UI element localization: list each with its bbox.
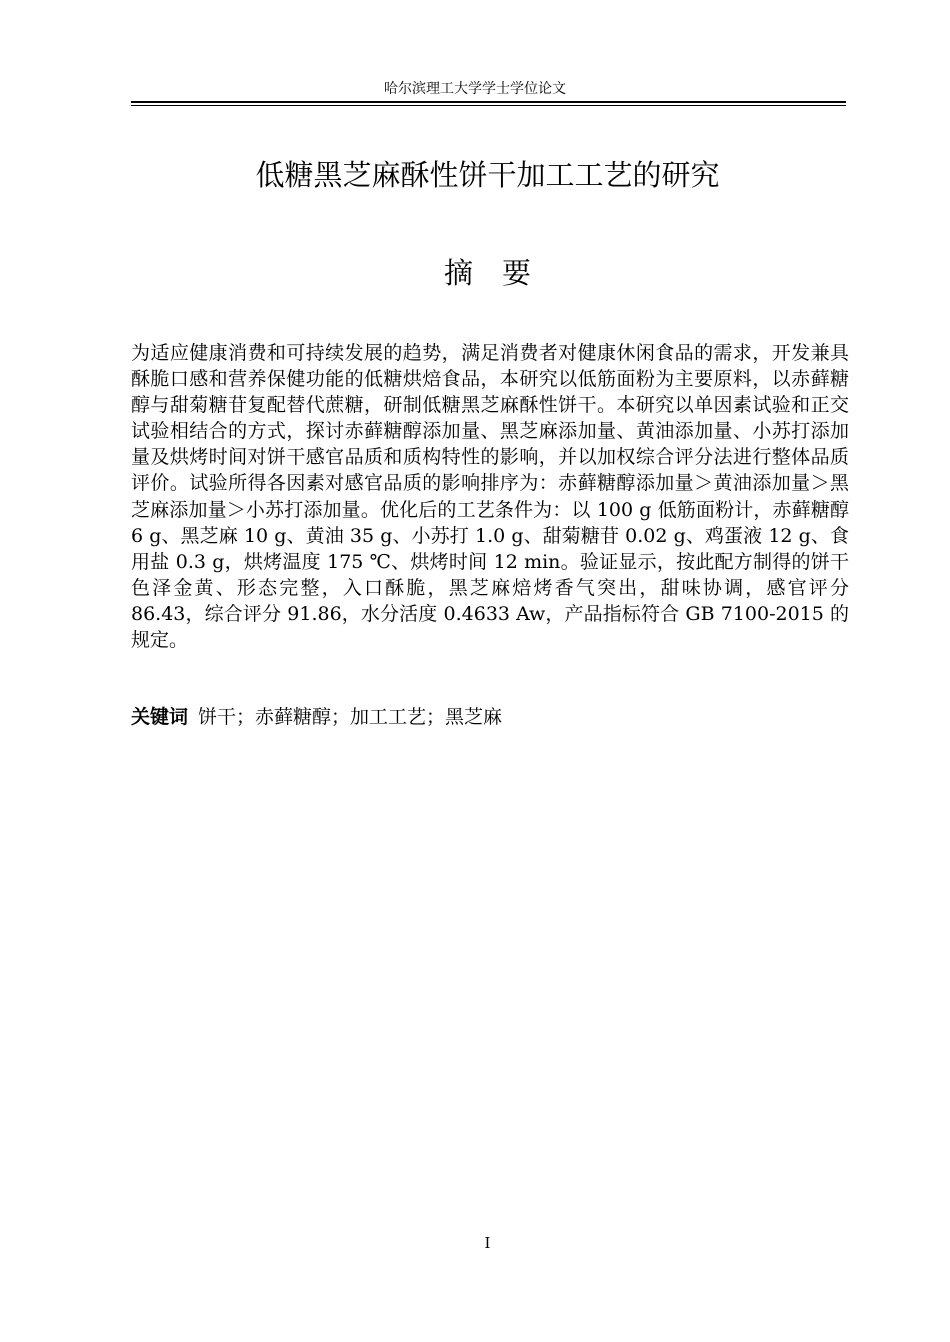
page-number: I: [484, 1234, 491, 1252]
keywords-label: 关键词: [131, 706, 189, 728]
paper-title: 低糖黑芝麻酥性饼干加工工艺的研究: [255, 158, 720, 192]
keywords-line: [131, 704, 849, 730]
abstract-body: 为适应健康消费和可持续发展的趋势，满足消费者对健康休闲食品的需求，开发兼具酥脆口感和营养保健功能的低糖烘焙食品，本研究以低筋面粉为主要原料，以赤藓糖醇与甜菊糖苷复配替代蔗糖，研制低糖黑芝麻酥性饼干。本研究以单因素试验和正交试验相结合的方式，探讨赤藓糖醇添加量、黑芝麻添加量、黄油添加量、小苏打添加量及烘烤时间对饼干感官品质和质构特性的影响，并以加权综合评分法进行整体品质评价。试验所得各因素对感官品质的影响排序为：赤藓糖醇添加量＞黄油添加量＞黑芝麻添加量＞小苏打添加量。优化后的工艺条件为：以 100 g 低筋面粉计，赤藓糖醇 6 g、黑芝麻 10 g、黄油 35 g、小苏打 1.0 g、甜菊糖苷 0.02 g、鸡蛋液 12 g、食用盐 0.3 g，烘烤温度 175 ℃、烘烤时间 12 min。验证显示，按此配方制得的饼干色泽金黄、形态完整，入口酥脆，黑芝麻焙烤香气突出，甜味协调，感官评分 86.43，综合评分 91.86，水分活度 0.4633 Aw，产品指标符合 GB 7100-2015 的规定。: [131, 342, 849, 652]
abstract-heading: 摘 要: [443, 256, 531, 290]
header-rule-thin: [131, 105, 846, 106]
running-header: 哈尔滨理工大学学士学位论文: [384, 81, 566, 97]
keywords-text: 饼干；赤藓糖醇；加工工艺；黑芝麻: [198, 706, 503, 728]
header-rule-thick: [131, 101, 846, 103]
